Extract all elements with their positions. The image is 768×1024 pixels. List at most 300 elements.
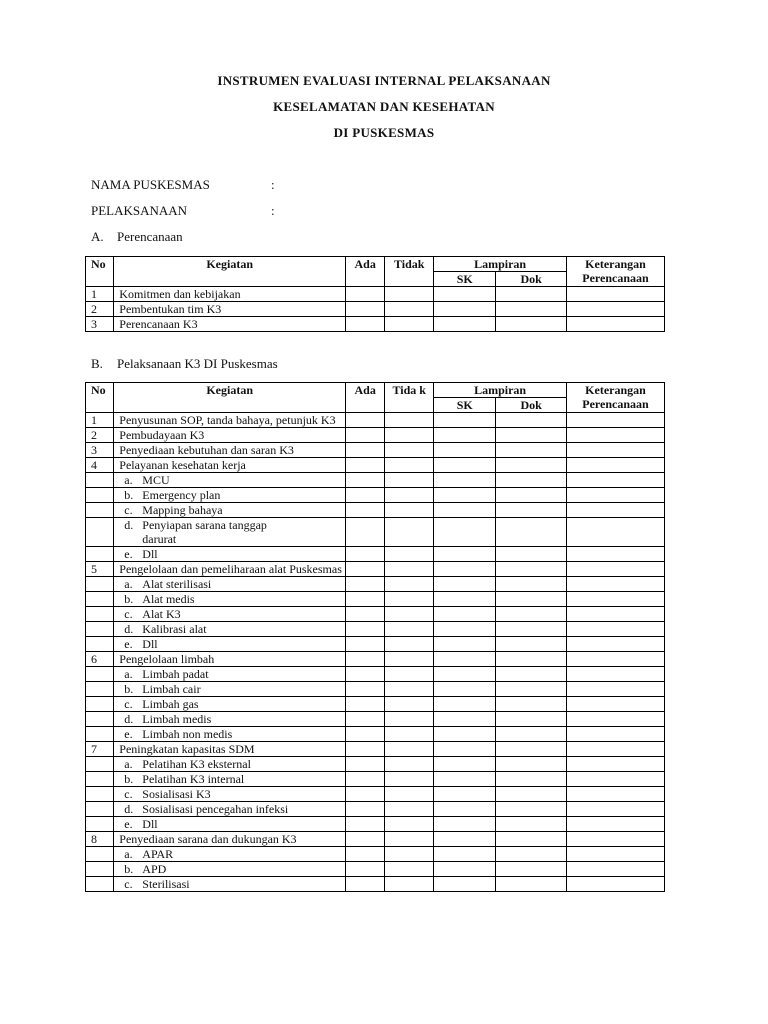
section-a-letter: A. <box>91 229 104 244</box>
keterangan-cell <box>567 488 665 503</box>
sub-item-text: Limbah gas <box>142 697 199 711</box>
header-keterangan: Keterangan Perencanaan <box>567 257 665 287</box>
dok-cell <box>496 742 567 757</box>
dok-cell <box>496 712 567 727</box>
dok-cell <box>496 607 567 622</box>
sub-item-letter: a. <box>124 577 133 591</box>
sub-item-text: Dll <box>142 817 158 831</box>
activity-row <box>86 287 665 302</box>
dok-cell <box>496 562 567 577</box>
keterangan-cell <box>567 622 665 637</box>
row-number: 6 <box>86 652 114 667</box>
row-kegiatan <box>114 637 346 652</box>
sub-item-row <box>86 847 665 862</box>
header-ada: Ada <box>346 257 385 287</box>
sk-cell <box>434 847 496 862</box>
sk-cell <box>434 877 496 892</box>
row-kegiatan <box>114 592 346 607</box>
ada-cell <box>346 547 385 562</box>
ada-cell <box>346 302 385 317</box>
keterangan-cell <box>567 503 665 518</box>
sub-item-letter: e. <box>124 547 133 561</box>
sk-cell <box>434 518 496 547</box>
row-kegiatan <box>114 473 346 488</box>
sub-item-row <box>86 862 665 877</box>
keterangan-cell <box>567 727 665 742</box>
row-number: 1 <box>86 413 114 428</box>
tidak-cell <box>385 577 434 592</box>
field-pelaksanaan <box>91 203 275 219</box>
sub-item-row <box>86 503 665 518</box>
sub-item-text: Alat K3 <box>142 607 181 621</box>
sub-item-letter: c. <box>124 787 133 801</box>
sk-cell <box>434 742 496 757</box>
sub-item-row <box>86 712 665 727</box>
sub-item-row <box>86 787 665 802</box>
table-pelaksanaan <box>85 382 665 892</box>
activity-row <box>86 443 665 458</box>
tidak-cell <box>385 287 434 302</box>
tidak-cell <box>385 847 434 862</box>
keterangan-cell <box>567 637 665 652</box>
keterangan-cell <box>567 832 665 847</box>
tidak-cell <box>385 428 434 443</box>
header-kegiatan: Kegiatan <box>114 383 346 413</box>
dok-cell <box>496 413 567 428</box>
header-lampiran: Lampiran <box>434 257 567 272</box>
sub-item-letter: d. <box>124 622 134 636</box>
row-number <box>86 682 114 697</box>
sub-item-text: Dll <box>142 637 158 651</box>
dok-cell <box>496 877 567 892</box>
row-kegiatan: Penyediaan kebutuhan dan saran K3 <box>114 443 346 458</box>
sub-item-row <box>86 757 665 772</box>
tidak-cell <box>385 622 434 637</box>
tidak-cell <box>385 712 434 727</box>
dok-cell <box>496 697 567 712</box>
tidak-cell <box>385 503 434 518</box>
tidak-cell <box>385 757 434 772</box>
header-tidak: Tidak <box>385 257 434 287</box>
sk-cell <box>434 787 496 802</box>
header-keterangan: Keterangan Perencanaan <box>567 383 665 413</box>
row-number <box>86 847 114 862</box>
ada-cell <box>346 652 385 667</box>
dok-cell <box>496 287 567 302</box>
row-kegiatan: Pembudayaan K3 <box>114 428 346 443</box>
sub-item-text: Sterilisasi <box>142 877 190 891</box>
row-kegiatan: Pengelolaan dan pemeliharaan alat Puskesmas <box>114 562 346 577</box>
sub-item-text: Alat sterilisasi <box>142 577 212 591</box>
sub-item-letter: a. <box>124 667 133 681</box>
row-kegiatan: Penyediaan sarana dan dukungan K3 <box>114 832 346 847</box>
tidak-cell <box>385 682 434 697</box>
row-kegiatan <box>114 757 346 772</box>
header-dok: Dok <box>496 398 567 413</box>
row-kegiatan <box>114 847 346 862</box>
row-kegiatan <box>114 697 346 712</box>
tidak-cell <box>385 787 434 802</box>
row-number <box>86 607 114 622</box>
activity-row <box>86 832 665 847</box>
sub-item-row <box>86 473 665 488</box>
sub-item-text: Emergency plan <box>142 488 221 502</box>
dok-cell <box>496 518 567 547</box>
keterangan-cell <box>567 667 665 682</box>
section-b-title: Pelaksanaan K3 DI Puskesmas <box>117 356 278 371</box>
doc-title-line1: INSTRUMEN EVALUASI INTERNAL PELAKSANAAN <box>217 73 551 88</box>
keterangan-cell <box>567 413 665 428</box>
doc-title-line3: DI PUSKESMAS <box>333 125 435 140</box>
row-kegiatan <box>114 607 346 622</box>
keterangan-cell <box>567 772 665 787</box>
sub-item-text: Limbah padat <box>142 667 209 681</box>
sk-cell <box>434 547 496 562</box>
row-number: 7 <box>86 742 114 757</box>
sub-item-text-cont: darurat <box>142 532 177 546</box>
dok-cell <box>496 428 567 443</box>
row-number <box>86 577 114 592</box>
keterangan-cell <box>567 562 665 577</box>
table-pelaksanaan-body <box>86 413 665 892</box>
sub-item-row <box>86 637 665 652</box>
header-kegiatan: Kegiatan <box>114 257 346 287</box>
tidak-cell <box>385 547 434 562</box>
section-a-title: Perencanaan <box>117 229 183 244</box>
sub-item-letter: e. <box>124 727 133 741</box>
keterangan-cell <box>567 443 665 458</box>
sk-cell <box>434 428 496 443</box>
dok-cell <box>496 592 567 607</box>
dok-cell <box>496 622 567 637</box>
ada-cell <box>346 443 385 458</box>
sub-item-row <box>86 802 665 817</box>
tidak-cell <box>385 832 434 847</box>
ada-cell <box>346 877 385 892</box>
sk-cell <box>434 458 496 473</box>
sub-item-letter: e. <box>124 637 133 651</box>
keterangan-cell <box>567 757 665 772</box>
activity-row <box>86 413 665 428</box>
header-no: No <box>86 383 114 413</box>
keterangan-cell <box>567 577 665 592</box>
field-pelaksanaan-label: PELAKSANAAN <box>91 203 188 218</box>
ada-cell <box>346 682 385 697</box>
sk-cell <box>434 682 496 697</box>
field-nama-label: NAMA PUSKESMAS <box>91 177 210 192</box>
dok-cell <box>496 637 567 652</box>
sk-cell <box>434 757 496 772</box>
sk-cell <box>434 817 496 832</box>
header-tidak: Tida k <box>385 383 434 413</box>
sk-cell <box>434 712 496 727</box>
keterangan-cell <box>567 302 665 317</box>
tidak-cell <box>385 727 434 742</box>
activity-row <box>86 302 665 317</box>
sk-cell <box>434 413 496 428</box>
row-kegiatan: Penyusunan SOP, tanda bahaya, petunjuk K3 <box>114 413 346 428</box>
ada-cell <box>346 473 385 488</box>
sub-item-row <box>86 682 665 697</box>
keterangan-cell <box>567 682 665 697</box>
row-kegiatan <box>114 877 346 892</box>
row-kegiatan <box>114 787 346 802</box>
sub-item-row <box>86 877 665 892</box>
row-kegiatan: Pelayanan kesehatan kerja <box>114 458 346 473</box>
sub-item-text: APD <box>142 862 167 876</box>
header-lampiran: Lampiran <box>434 383 567 398</box>
section-b-letter: B. <box>91 356 103 371</box>
keterangan-cell <box>567 287 665 302</box>
sk-cell <box>434 667 496 682</box>
ada-cell <box>346 458 385 473</box>
keterangan-cell <box>567 862 665 877</box>
tidak-cell <box>385 772 434 787</box>
tidak-cell <box>385 652 434 667</box>
row-number: 3 <box>86 443 114 458</box>
tidak-cell <box>385 592 434 607</box>
sub-item-text: Limbah medis <box>142 712 212 726</box>
keterangan-cell <box>567 592 665 607</box>
keterangan-cell <box>567 473 665 488</box>
row-number <box>86 667 114 682</box>
dok-cell <box>496 443 567 458</box>
tidak-cell <box>385 458 434 473</box>
ada-cell <box>346 757 385 772</box>
sub-item-row <box>86 518 665 547</box>
dok-cell <box>496 802 567 817</box>
sub-item-letter: b. <box>124 592 134 606</box>
header-no: No <box>86 257 114 287</box>
row-number <box>86 862 114 877</box>
sk-cell <box>434 862 496 877</box>
row-kegiatan <box>114 503 346 518</box>
ada-cell <box>346 712 385 727</box>
row-kegiatan <box>114 772 346 787</box>
row-number <box>86 817 114 832</box>
row-number <box>86 473 114 488</box>
keterangan-cell <box>567 712 665 727</box>
row-number: 3 <box>86 317 114 332</box>
dok-cell <box>496 652 567 667</box>
keterangan-cell <box>567 458 665 473</box>
activity-row <box>86 742 665 757</box>
sk-cell <box>434 622 496 637</box>
table-perencanaan <box>85 256 665 332</box>
ada-cell <box>346 607 385 622</box>
row-kegiatan <box>114 802 346 817</box>
row-kegiatan <box>114 488 346 503</box>
ada-cell <box>346 697 385 712</box>
ada-cell <box>346 742 385 757</box>
ada-cell <box>346 428 385 443</box>
dok-cell <box>496 473 567 488</box>
keterangan-cell <box>567 428 665 443</box>
ada-cell <box>346 592 385 607</box>
sk-cell <box>434 562 496 577</box>
sub-item-letter: a. <box>124 847 133 861</box>
sub-item-letter: c. <box>124 503 133 517</box>
sub-item-text: Penyiapan sarana tanggap <box>142 518 267 532</box>
sub-item-text: Pelatihan K3 eksternal <box>142 757 251 771</box>
ada-cell <box>346 862 385 877</box>
sub-item-row <box>86 697 665 712</box>
row-number <box>86 757 114 772</box>
tidak-cell <box>385 607 434 622</box>
sub-item-text: APAR <box>142 847 174 861</box>
dok-cell <box>496 577 567 592</box>
row-number <box>86 547 114 562</box>
keterangan-cell <box>567 787 665 802</box>
tidak-cell <box>385 562 434 577</box>
sk-cell <box>434 772 496 787</box>
tidak-cell <box>385 877 434 892</box>
keterangan-cell <box>567 847 665 862</box>
tidak-cell <box>385 817 434 832</box>
sub-item-letter: d. <box>124 518 134 532</box>
row-kegiatan <box>114 862 346 877</box>
row-number <box>86 802 114 817</box>
row-number: 8 <box>86 832 114 847</box>
ada-cell <box>346 772 385 787</box>
tidak-cell <box>385 802 434 817</box>
sub-item-row <box>86 817 665 832</box>
sub-item-letter: b. <box>124 488 134 502</box>
sub-item-text: Limbah non medis <box>142 727 233 741</box>
sk-cell <box>434 832 496 847</box>
sub-item-row <box>86 622 665 637</box>
row-number <box>86 712 114 727</box>
sk-cell <box>434 607 496 622</box>
row-number <box>86 488 114 503</box>
tidak-cell <box>385 413 434 428</box>
sub-item-letter: b. <box>124 862 134 876</box>
keterangan-cell <box>567 802 665 817</box>
tidak-cell <box>385 488 434 503</box>
ada-cell <box>346 802 385 817</box>
dok-cell <box>496 667 567 682</box>
ada-cell <box>346 817 385 832</box>
sub-item-text: Sosialisasi pencegahan infeksi <box>142 802 289 816</box>
dok-cell <box>496 458 567 473</box>
ada-cell <box>346 622 385 637</box>
row-number <box>86 697 114 712</box>
ada-cell <box>346 577 385 592</box>
keterangan-cell <box>567 317 665 332</box>
dok-cell <box>496 832 567 847</box>
row-kegiatan <box>114 727 346 742</box>
sk-cell <box>434 697 496 712</box>
sk-cell <box>434 652 496 667</box>
table-perencanaan-body <box>86 287 665 332</box>
dok-cell <box>496 757 567 772</box>
sub-item-letter: c. <box>124 607 133 621</box>
row-kegiatan <box>114 817 346 832</box>
ada-cell <box>346 667 385 682</box>
ada-cell <box>346 503 385 518</box>
tidak-cell <box>385 667 434 682</box>
row-kegiatan <box>114 547 346 562</box>
sub-item-text: Alat medis <box>142 592 195 606</box>
row-number: 4 <box>86 458 114 473</box>
row-kegiatan: Peningkatan kapasitas SDM <box>114 742 346 757</box>
tidak-cell <box>385 443 434 458</box>
sub-item-text: Kalibrasi alat <box>142 622 207 636</box>
row-number <box>86 622 114 637</box>
tidak-cell <box>385 637 434 652</box>
header-sk: SK <box>434 398 496 413</box>
row-number <box>86 518 114 547</box>
section-a-heading <box>91 229 183 245</box>
row-number <box>86 592 114 607</box>
row-number <box>86 637 114 652</box>
ada-cell <box>346 317 385 332</box>
keterangan-cell <box>567 547 665 562</box>
row-number: 2 <box>86 302 114 317</box>
row-kegiatan: Pembentukan tim K3 <box>114 302 346 317</box>
sk-cell <box>434 727 496 742</box>
sub-item-letter: b. <box>124 772 134 786</box>
row-number: 1 <box>86 287 114 302</box>
ada-cell <box>346 413 385 428</box>
header-sk: SK <box>434 272 496 287</box>
header-dok: Dok <box>496 272 567 287</box>
sk-cell <box>434 592 496 607</box>
sub-item-text: Sosialisasi K3 <box>142 787 211 801</box>
doc-title-line2: KESELAMATAN DAN KESEHATAN <box>273 99 495 114</box>
keterangan-cell <box>567 607 665 622</box>
row-number <box>86 877 114 892</box>
tidak-cell <box>385 302 434 317</box>
sub-item-text: MCU <box>142 473 170 487</box>
row-kegiatan: Perencanaan K3 <box>114 317 346 332</box>
activity-row <box>86 317 665 332</box>
tidak-cell <box>385 742 434 757</box>
row-kegiatan: Komitmen dan kebijakan <box>114 287 346 302</box>
row-number <box>86 727 114 742</box>
sk-cell <box>434 473 496 488</box>
dok-cell <box>496 817 567 832</box>
sk-cell <box>434 443 496 458</box>
keterangan-cell <box>567 697 665 712</box>
ada-cell <box>346 287 385 302</box>
ada-cell <box>346 518 385 547</box>
sub-item-text: Pelatihan K3 internal <box>142 772 245 786</box>
row-kegiatan <box>114 577 346 592</box>
row-number: 5 <box>86 562 114 577</box>
sub-item-row <box>86 547 665 562</box>
field-nama-puskesmas <box>91 177 275 193</box>
row-kegiatan: Pengelolaan limbah <box>114 652 346 667</box>
row-kegiatan <box>114 712 346 727</box>
activity-row <box>86 562 665 577</box>
sub-item-letter: d. <box>124 802 134 816</box>
keterangan-cell <box>567 518 665 547</box>
sk-cell <box>434 503 496 518</box>
ada-cell <box>346 832 385 847</box>
sub-item-row <box>86 577 665 592</box>
sub-item-text: Dll <box>142 547 158 561</box>
sk-cell <box>434 317 496 332</box>
sub-item-letter: a. <box>124 757 133 771</box>
sk-cell <box>434 637 496 652</box>
ada-cell <box>346 562 385 577</box>
tidak-cell <box>385 862 434 877</box>
dok-cell <box>496 488 567 503</box>
sub-item-text: Limbah cair <box>142 682 201 696</box>
sk-cell <box>434 577 496 592</box>
dok-cell <box>496 682 567 697</box>
